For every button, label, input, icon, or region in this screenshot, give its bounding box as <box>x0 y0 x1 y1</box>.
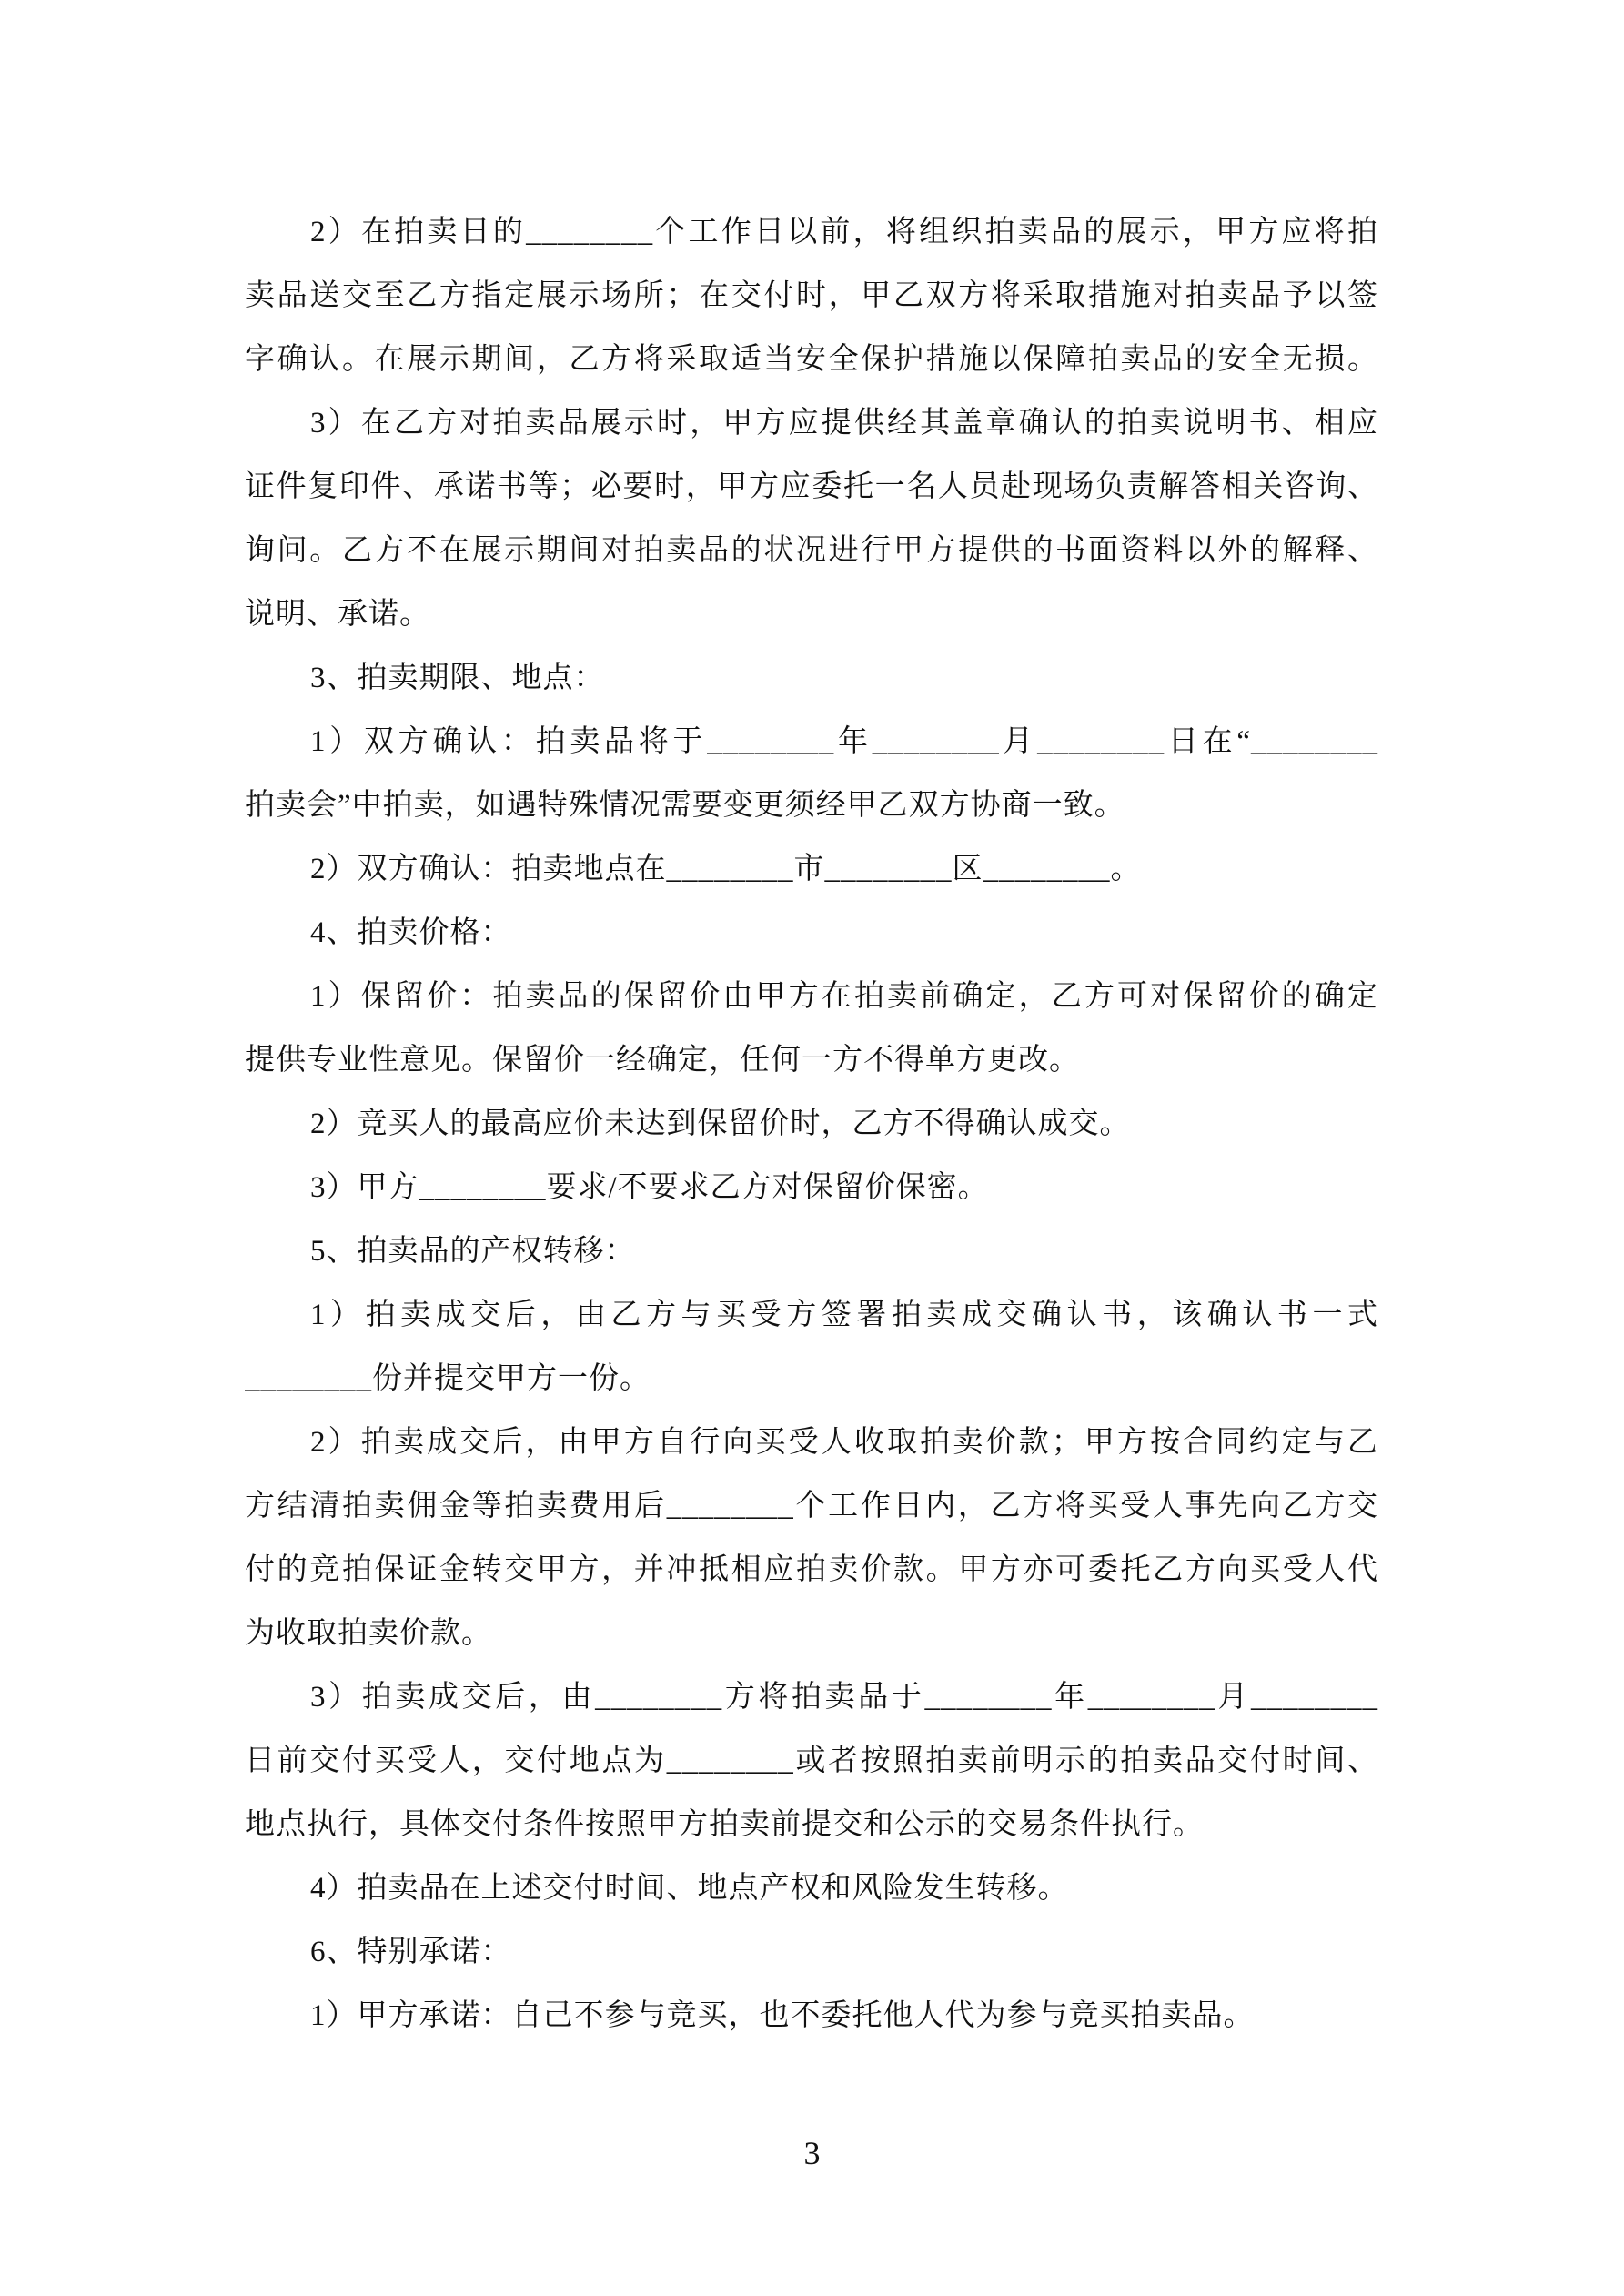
contract-text <box>245 200 1378 2048</box>
contract-line: 2）双方确认：拍卖地点在________市________区________。 <box>310 853 1142 885</box>
contract-line: 1）拍卖成交后，由乙方与买受方签署拍卖成交确认书，该确认书一式 <box>310 1299 1378 1331</box>
contract-line: 1）保留价：拍卖品的保留价由甲方在拍卖前确定，乙方可对保留价的确定 <box>310 980 1378 1013</box>
contract-line: 4、拍卖价格： <box>310 916 512 949</box>
contract-line: 字确认。在展示期间，乙方将采取适当安全保护措施以保障拍卖品的安全无损。 <box>245 343 1378 376</box>
contract-line: 日前交付买受人，交付地点为________或者按照拍卖前明示的拍卖品交付时间、 <box>245 1745 1378 1777</box>
contract-line: 6、特别承诺： <box>310 1936 512 1968</box>
contract-line: 提供专业性意见。保留价一经确定，任何一方不得单方更改。 <box>245 1044 1080 1077</box>
contract-line: 说明、承诺。 <box>245 598 430 631</box>
contract-line: 2）竞买人的最高应价未达到保留价时，乙方不得确认成交。 <box>310 1108 1131 1140</box>
page-number: 3 <box>803 2135 821 2171</box>
contract-line: 证件复印件、承诺书等；必要时，甲方应委托一名人员赴现场负责解答相关咨询、 <box>245 470 1378 503</box>
contract-line: 卖品送交至乙方指定展示场所；在交付时，甲乙双方将采取措施对拍卖品予以签 <box>245 279 1378 312</box>
contract-line: 付的竞拍保证金转交甲方，并冲抵相应拍卖价款。甲方亦可委托乙方向买受人代 <box>245 1553 1378 1586</box>
contract-line: 2）拍卖成交后，由甲方自行向买受人收取拍卖价款；甲方按合同约定与乙 <box>310 1426 1378 1459</box>
contract-line: 询问。乙方不在展示期间对拍卖品的状况进行甲方提供的书面资料以外的解释、 <box>245 534 1378 567</box>
contract-line: 拍卖会”中拍卖，如遇特殊情况需要变更须经甲乙双方协商一致。 <box>245 789 1125 822</box>
contract-line: 为收取拍卖价款。 <box>245 1617 492 1650</box>
contract-line: 5、拍卖品的产权转移： <box>310 1235 636 1268</box>
contract-line: 地点执行，具体交付条件按照甲方拍卖前提交和公示的交易条件执行。 <box>245 1808 1204 1841</box>
contract-line: 方结清拍卖佣金等拍卖费用后________个工作日内，乙方将买受人事先向乙方交 <box>245 1490 1378 1522</box>
contract-line: ________份并提交甲方一份。 <box>245 1362 651 1395</box>
contract-line: 3）拍卖成交后，由________方将拍卖品于________年________月________ <box>310 1681 1378 1714</box>
contract-line: 4）拍卖品在上述交付时间、地点产权和风险发生转移。 <box>310 1872 1069 1905</box>
contract-line: 1）甲方承诺：自己不参与竞买，也不委托他人代为参与竞买拍卖品。 <box>310 1999 1255 2032</box>
contract-line: 3、拍卖期限、地点： <box>310 662 605 694</box>
contract-line: 1）双方确认：拍卖品将于________年________月________日在“________ <box>310 725 1378 758</box>
contract-line: 3）甲方________要求/不要求乙方对保留价保密。 <box>310 1171 989 1204</box>
contract-line: 2）在拍卖日的________个工作日以前，将组织拍卖品的展示，甲方应将拍 <box>310 216 1378 248</box>
contract-line: 3）在乙方对拍卖品展示时，甲方应提供经其盖章确认的拍卖说明书、相应 <box>310 407 1378 440</box>
